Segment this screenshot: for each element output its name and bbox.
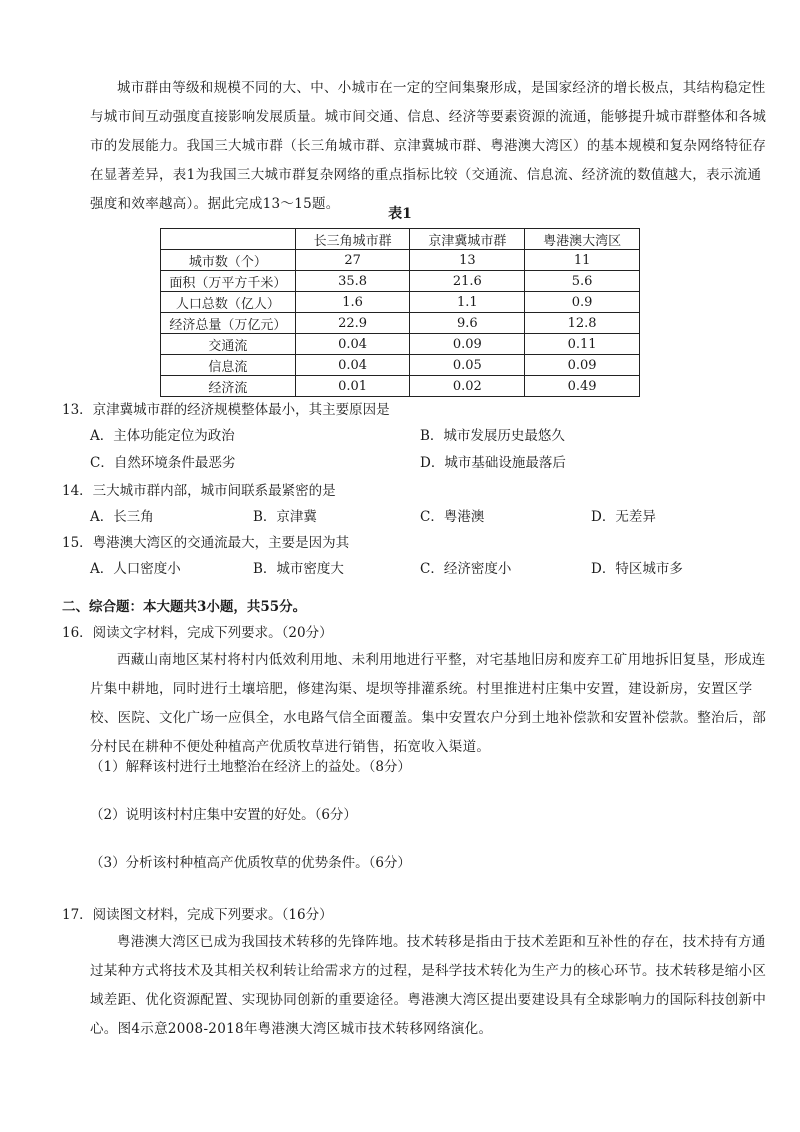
table-row bbox=[161, 250, 640, 271]
q13-option-d: D．城市基础设施最落后 bbox=[420, 455, 566, 471]
q16-sub-2: （2）说明该村村庄集中安置的好处。（6分） bbox=[90, 807, 357, 823]
table-header-cell: 京津冀城市群 bbox=[410, 229, 525, 250]
intro-rest: 与城市间互动强度直接影响发展质量。城市间交通、信息、经济等要素资源的流通，能够提升城市群整体和各城市的发展能力。我国三大城市群（长三角城市群、京津冀城市群、粤港澳大湾区）的基本规模和复杂网络特征存在显著差异，表1为我国三大城市群复杂网络的重点指标比较（交通流、信息流、经济流的数值越大，表示流通强度和效率越高）。据此完成13～15题。 bbox=[90, 109, 767, 212]
table-cell: 0.09 bbox=[525, 355, 640, 376]
table-cell: 0.02 bbox=[410, 376, 525, 397]
table-cell: 0.9 bbox=[525, 292, 640, 313]
table-cell: 0.04 bbox=[295, 334, 410, 355]
q13-option-c: C．自然环境条件最恶劣 bbox=[90, 455, 236, 471]
table-header-cell bbox=[161, 229, 296, 250]
q15-option-a: A．人口密度小 bbox=[90, 561, 181, 577]
table-row bbox=[161, 292, 640, 313]
table-cell: 11 bbox=[525, 250, 640, 271]
table-cell: 城市数（个） bbox=[161, 250, 296, 271]
table-cell: 0.01 bbox=[295, 376, 410, 397]
question-13-stem: 13．京津冀城市群的经济规模整体最小，其主要原因是 bbox=[62, 402, 390, 418]
table-title: 表1 bbox=[388, 206, 412, 222]
table-cell: 5.6 bbox=[525, 271, 640, 292]
table-cell: 12.8 bbox=[525, 313, 640, 334]
table-header-cell: 粤港澳大湾区 bbox=[525, 229, 640, 250]
question-17-stem: 17．阅读图文材料，完成下列要求。（16分） bbox=[62, 907, 333, 923]
table-cell: 27 bbox=[295, 250, 410, 271]
intro-passage bbox=[90, 74, 770, 219]
table-cell: 0.49 bbox=[525, 376, 640, 397]
table-cell: 35.8 bbox=[295, 271, 410, 292]
table-cell: 交通流 bbox=[161, 334, 296, 355]
q14-option-d: D．无差异 bbox=[591, 509, 656, 525]
q14-option-c: C．粤港澳 bbox=[420, 509, 485, 525]
table-cell: 面积（万平方千米） bbox=[161, 271, 296, 292]
table-cell: 0.04 bbox=[295, 355, 410, 376]
q16-sub-3: （3）分析该村种植高产优质牧草的优势条件。（6分） bbox=[90, 855, 411, 871]
question-15-stem: 15．粤港澳大湾区的交通流最大，主要是因为其 bbox=[62, 535, 350, 551]
table-row bbox=[161, 355, 640, 376]
question-14-stem: 14．三大城市群内部，城市间联系最紧密的是 bbox=[62, 483, 336, 499]
table-cell: 0.09 bbox=[410, 334, 525, 355]
question-16-stem: 16．阅读文字材料，完成下列要求。（20分） bbox=[62, 625, 333, 641]
table-row bbox=[161, 313, 640, 334]
q13-option-b: B．城市发展历史最悠久 bbox=[420, 428, 565, 444]
q15-option-d: D．特区城市多 bbox=[591, 561, 683, 577]
table-cell: 0.11 bbox=[525, 334, 640, 355]
q15-option-c: C．经济密度小 bbox=[420, 561, 512, 577]
q15-option-b: B．城市密度大 bbox=[253, 561, 344, 577]
q16-sub-1: （1）解释该村进行土地整治在经济上的益处。（8分） bbox=[90, 759, 411, 775]
table-header-cell: 长三角城市群 bbox=[295, 229, 410, 250]
section-2-heading: 二、综合题：本大题共3小题，共55分。 bbox=[62, 599, 307, 615]
table-cell: 1.1 bbox=[410, 292, 525, 313]
q13-option-a: A．主体功能定位为政治 bbox=[90, 428, 235, 444]
table-cell: 人口总数（亿人） bbox=[161, 292, 296, 313]
table-cell: 22.9 bbox=[295, 313, 410, 334]
table-row bbox=[161, 271, 640, 292]
q16-material: 西藏山南地区某村将村内低效利用地、未利用地进行平整，对宅基地旧房和废弃工矿用地拆旧复垦，形成连片集中耕地，同时进行土壤培肥，修建沟渠、堤坝等排灌系统。村里推进村庄集中安置，建设新房，安置区学校、医院、文化广场一应俱全，水电路气信全面覆盖。集中安置农户分到土地补偿款和安置补偿款。整治后，部分村民在耕种不便处种植高产优质牧草进行销售，拓宽收入渠道。 bbox=[90, 652, 767, 755]
comparison-table bbox=[160, 228, 640, 397]
q14-option-b: B．京津冀 bbox=[253, 509, 317, 525]
table-cell: 9.6 bbox=[410, 313, 525, 334]
intro-line1: 城市群由等级和规模不同的大、中、小城市在一定的空间集聚形成，是国家经济的增长极点，其结构稳定性 bbox=[117, 80, 766, 96]
table-cell: 21.6 bbox=[410, 271, 525, 292]
table-cell: 信息流 bbox=[161, 355, 296, 376]
table-row bbox=[161, 334, 640, 355]
table-row bbox=[161, 376, 640, 397]
table-cell: 0.05 bbox=[410, 355, 525, 376]
table-cell: 经济总量（万亿元） bbox=[161, 313, 296, 334]
table-cell: 1.6 bbox=[295, 292, 410, 313]
table-cell: 经济流 bbox=[161, 376, 296, 397]
q14-option-a: A．长三角 bbox=[90, 509, 154, 525]
q17-material: 粤港澳大湾区已成为我国技术转移的先锋阵地。技术转移是指由于技术差距和互补性的存在，技术持有方通过某种方式将技术及其相关权利转让给需求方的过程，是科学技术转化为生产力的核心环节。技术转移是缩小区域差距、优化资源配置、实现协同创新的重要途径。粤港澳大湾区提出要建设具有全球影响力的国际科技创新中心。图4示意2008-2018年粤港澳大湾区城市技术转移网络演化。 bbox=[90, 934, 767, 1037]
table-cell: 13 bbox=[410, 250, 525, 271]
table-header-row bbox=[161, 229, 640, 250]
